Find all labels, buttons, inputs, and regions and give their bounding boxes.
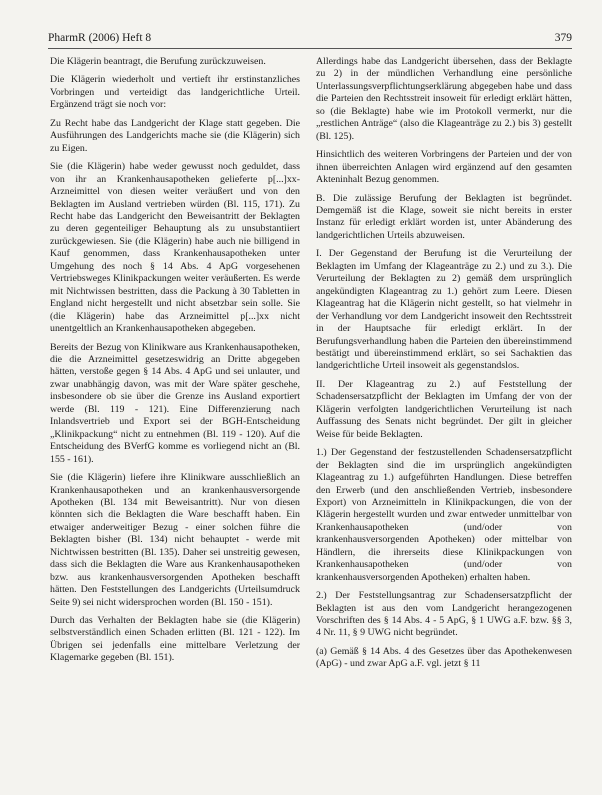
- right-column: [316, 56, 572, 677]
- paragraph: I. Der Gegenstand der Berufung ist die Verurteilung der Beklagten im Umfang der Klageanträge zu 2.) und zu 3.). Die Verurteilung der Beklagten zu 2) gemäß dem ursprünglich angekündigten Klageantrag zu 1.) gehört zum Leere. Diesen Klageantrag hat die Klägerin nicht gestellt, so hat vielmehr in der Verhandlung vor dem Landgericht insoweit den Rechtsstreit in der Hauptsache für erledigt erklärt. In der Berufungsverhandlung haben die Parteien den übereinstimmend bestätigt und übereinstimmend erklärt, so sei Sachaktien das landgerichtliche Urteil insoweit als gegenstandslos.: [316, 248, 572, 372]
- paragraph: Sie (die Klägerin) habe weder gewusst noch geduldet, dass von ihr an Krankenhausapotheken gelieferte p[...]xx-Arzneimittel von diesen weiter veräußert und von den Beklagten im Ausland vertrieben würden (Bl. 115, 171). Zu Recht habe das Landgericht den Beweisantritt der Beklagten zu deren gegenteiliger Behauptung als zu unsubstantiiert zurückgewiesen. Sie (die Klägerin) habe auch nie billigend in Kauf genommen, dass Krankenhausapotheken unter Umgehung des noch § 14 Abs. 4 ApG vorgesehenen Vertriebsweges Klinikpackungen weiter veräußerten. Es werde mit Nichtwissen bestritten, dass die Packung à 30 Tabletten in England nicht hergestellt und nicht absetzbar sein solle. Sie (die Klägerin) habe das Arzneimittel p[...]xx nicht unentgeltlich an Krankenhausapotheken abgegeben.: [50, 161, 300, 335]
- paragraph: Die Klägerin beantragt, die Berufung zurückzuweisen.: [50, 56, 266, 67]
- left-column: [50, 56, 300, 671]
- paragraph: Hinsichtlich des weiteren Vorbringens der Parteien und der von ihnen überreichten Anlagen wird ergänzend auf den gesamten Akteninhalt Bezug genommen.: [316, 149, 572, 186]
- paragraph: II. Der Klageantrag zu 2.) auf Feststellung der Schadensersatzpflicht der Beklagten im Umfang der von der Klägerin verfolgten landgerichtlichen Verurteilung ist nach Auffassung des Senats nicht begründet. Der gilt in gleicher Weise für beide Beklagten.: [316, 378, 572, 440]
- paragraph: Allerdings habe das Landgericht übersehen, dass der Beklagte zu 2) in der mündlichen Verhandlung eine persönliche Unterlassungsverpflichtungserklärung abgegeben habe und dass die Parteien den Rechtsstreit insoweit für erledigt erklärt hätten, so (die Beklagte) habe wie im Protokoll vermerkt, nur die „restlichen Anträge“ (also die Klageanträge zu 2.) bis 3) gestellt (Bl. 125).: [316, 56, 572, 142]
- paragraph: Durch das Verhalten der Beklagten habe sie (die Klägerin) selbstverständlich einen Schaden erlitten (Bl. 121 - 122). Im Übrigen sei jedenfalls eine mittelbare Verletzung der Klagemarke gegeben (Bl. 151).: [50, 615, 300, 664]
- page-number: 379: [554, 32, 572, 44]
- journal-citation: PharmR (2006) Heft 8: [48, 32, 152, 44]
- paragraph: Bereits der Bezug von Klinikware aus Krankenhausapotheken, die die Arzneimittel gesetzeswidrig an Dritte abgegeben hätten, verstoße gegen § 14 Abs. 4 ApG und sei unlauter, und zwar unabhängig davon, was mit der Ware später geschehe, insbesondere ob sie über die Grenze ins Ausland exportiert werde (Bl. 119 - 121). Eine Differenzierung nach Inlandsvertrieb und Export sei der BGH-Entscheidung „Klinikpackung“ nicht zu entnehmen (Bl. 119 - 120). Auf die Entscheidung des BVerfG komme es vorliegend nicht an (Bl. 155 - 161).: [50, 341, 300, 465]
- paragraph: (a) Gemäß § 14 Abs. 4 des Gesetzes über das Apothekenwesen (ApG) - und zwar ApG a.F. vgl. jetzt § 11: [316, 645, 572, 670]
- running-header: [48, 30, 572, 49]
- paragraph: Zu Recht habe das Landgericht der Klage statt gegeben. Die Ausführungen des Landgerichts mache sie (die Klägerin) sich zu Eigen.: [50, 117, 300, 154]
- paragraph: Sie (die Klägerin) liefere ihre Klinikware ausschließlich an Krankenhausapotheken und an krankenhausversorgende Apotheken (Bl. 134 mit Beweisantritt). Nur von diesen könnten sich die Beklagten die Ware beschafft haben. Ein etwaiger anderweitiger Bezug - einer solchen führe die Beklagten bisher (Bl. 134) nicht behauptet - werde mit Nichtwissen bestritten (Bl. 135). Daher sei unstreitig gewesen, dass sich die Beklagten die Ware aus Krankenhausapotheken bzw. aus krankenhausversorgenden Apotheken beschafft hätten. Den Feststellungen des Landgerichts (Urteilsumdruck Seite 9) sei nicht widersprochen worden (Bl. 150 - 151).: [50, 472, 300, 608]
- paragraph: B. Die zulässige Berufung der Beklagten ist begründet. Demgemäß ist die Klage, soweit sie nicht bereits in erster Instanz für erledigt erklärt worden ist, unter Abänderung des landgerichtlichen Urteils abzuweisen.: [316, 192, 572, 241]
- paragraph: Die Klägerin wiederholt und vertieft ihr erstinstanzliches Vorbringen und verteidigt das landgerichtliche Urteil. Ergänzend trägt sie noch vor:: [50, 74, 300, 111]
- paragraph: 2.) Der Feststellungsantrag zur Schadensersatzpflicht der Beklagten ist aus den vom Landgericht herangezogenen Vorschriften des § 14 Abs. 4 - 5 ApG, § 1 UWG a.F. bzw. §§ 3, 4 Nr. 11, § 9 UWG nicht begründet.: [316, 590, 572, 639]
- paragraph: 1.) Der Gegenstand der festzustellenden Schadensersatzpflicht der Beklagten sind die im ursprünglich angekündigten Klageantrag zu 1.) aufgeführten Handlungen. Diese betreffen den Erwerb (und den anschließenden Vertrieb, insbesondere Export) von Arzneimitteln in Klinikpackungen, die von der Klägerin hergestellt wurden und zwar entweder unmittelbar von Krankenhausapotheken (und/oder von krankenhausversorgenden Apotheken) oder mittelbar von Händlern, die ihrerseits diese Klinikpackungen von Krankenhausapotheken (und/oder von krankenhausversorgenden Apotheken) erhalten haben.: [316, 447, 572, 583]
